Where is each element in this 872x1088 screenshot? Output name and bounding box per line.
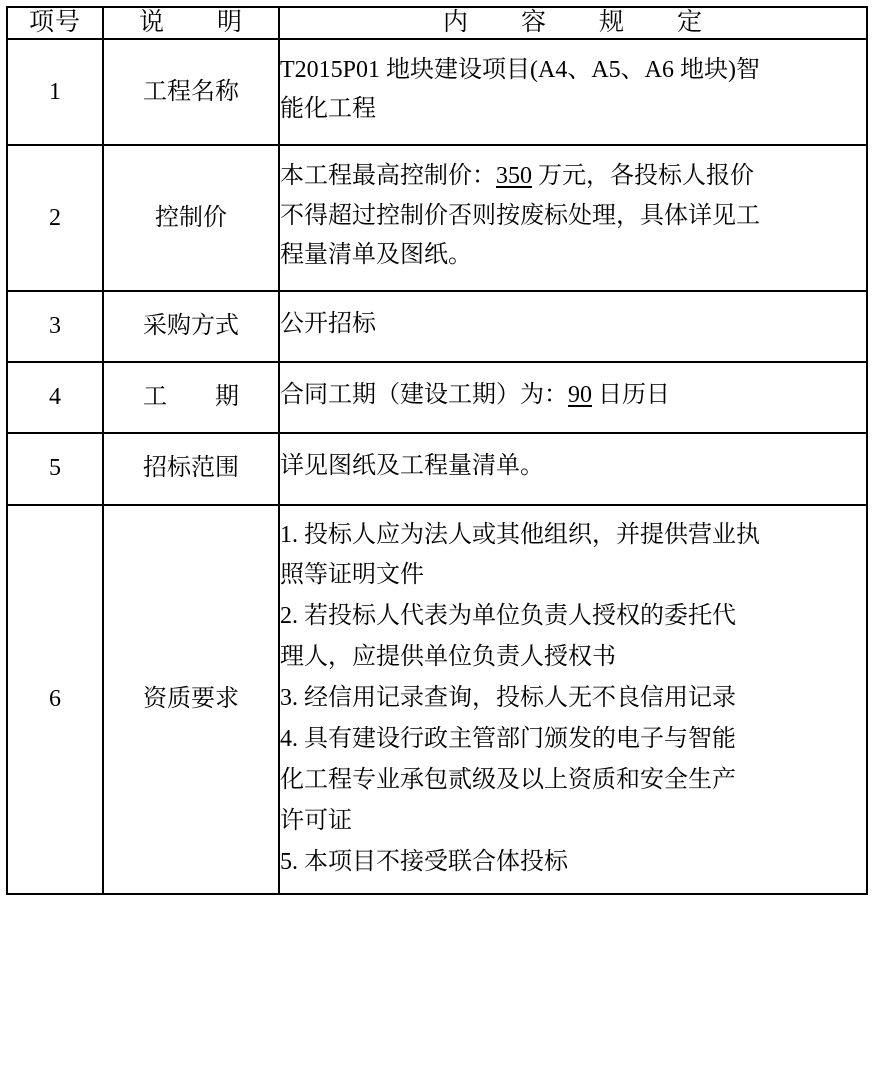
row-description: 招标范围 [103,433,279,504]
row-content [279,433,867,504]
content-text: 日历日 [592,382,670,409]
specification-table [6,6,868,895]
row-number: 4 [7,362,103,433]
content-line [280,158,866,195]
row-number: 2 [7,145,103,291]
content-line [280,377,866,414]
content-text: 本工程最高控制价： [280,163,496,190]
duration-value: 90 [568,382,592,409]
row-content [279,145,867,291]
content-text: 万元，各投标人报价 [532,163,754,190]
document-page [0,6,872,1088]
content-line: 详见图纸及工程量清单。 [280,453,544,480]
row-description: 工程名称 [103,39,279,145]
content-line: 理人，应提供单位负责人授权书 [280,644,616,671]
row-description: 资质要求 [103,505,279,895]
row-content [279,362,867,433]
row-content [279,505,867,895]
row-description: 控制价 [103,145,279,291]
content-line: 不得超过控制价否则按废标处理，具体详见工 [280,202,760,229]
control-price-value: 350 [496,163,532,190]
row-number: 5 [7,433,103,504]
row-number: 3 [7,291,103,362]
table-header-row [7,7,867,39]
content-line: 程量清单及图纸。 [280,241,472,268]
header-col-no: 项号 [7,7,103,39]
header-col-desc: 说 明 [103,7,279,39]
row-number: 1 [7,39,103,145]
content-line: 5. 本项目不接受联合体投标 [280,848,568,875]
content-line: T2015P01 地块建设项目(A4、A5、A6 地块)智 [280,57,760,83]
content-line: 3. 经信用记录查询，投标人无不良信用记录 [280,685,736,711]
row-content [279,291,867,362]
content-line: 1. 投标人应为法人或其他组织，并提供营业执 [280,521,760,548]
table-row [7,505,867,895]
content-line: 许可证 [280,807,352,834]
table-row [7,39,867,145]
row-number: 6 [7,505,103,895]
content-line: 公开招标 [280,310,376,337]
content-text: 合同工期（建设工期）为： [280,382,568,409]
content-line: 化工程专业承包贰级及以上资质和安全生产 [280,766,736,793]
content-line: 4. 具有建设行政主管部门颁发的电子与智能 [280,725,736,752]
table-row [7,433,867,504]
row-description: 采购方式 [103,291,279,362]
row-content [279,39,867,145]
table-row [7,362,867,433]
row-description: 工 期 [103,362,279,433]
content-line: 2. 若投标人代表为单位负责人授权的委托代 [280,603,736,630]
table-row [7,145,867,291]
content-line: 照等证明文件 [280,562,424,589]
table-row [7,291,867,362]
content-line: 能化工程 [280,96,376,123]
header-col-content: 内 容 规 定 [279,7,867,39]
